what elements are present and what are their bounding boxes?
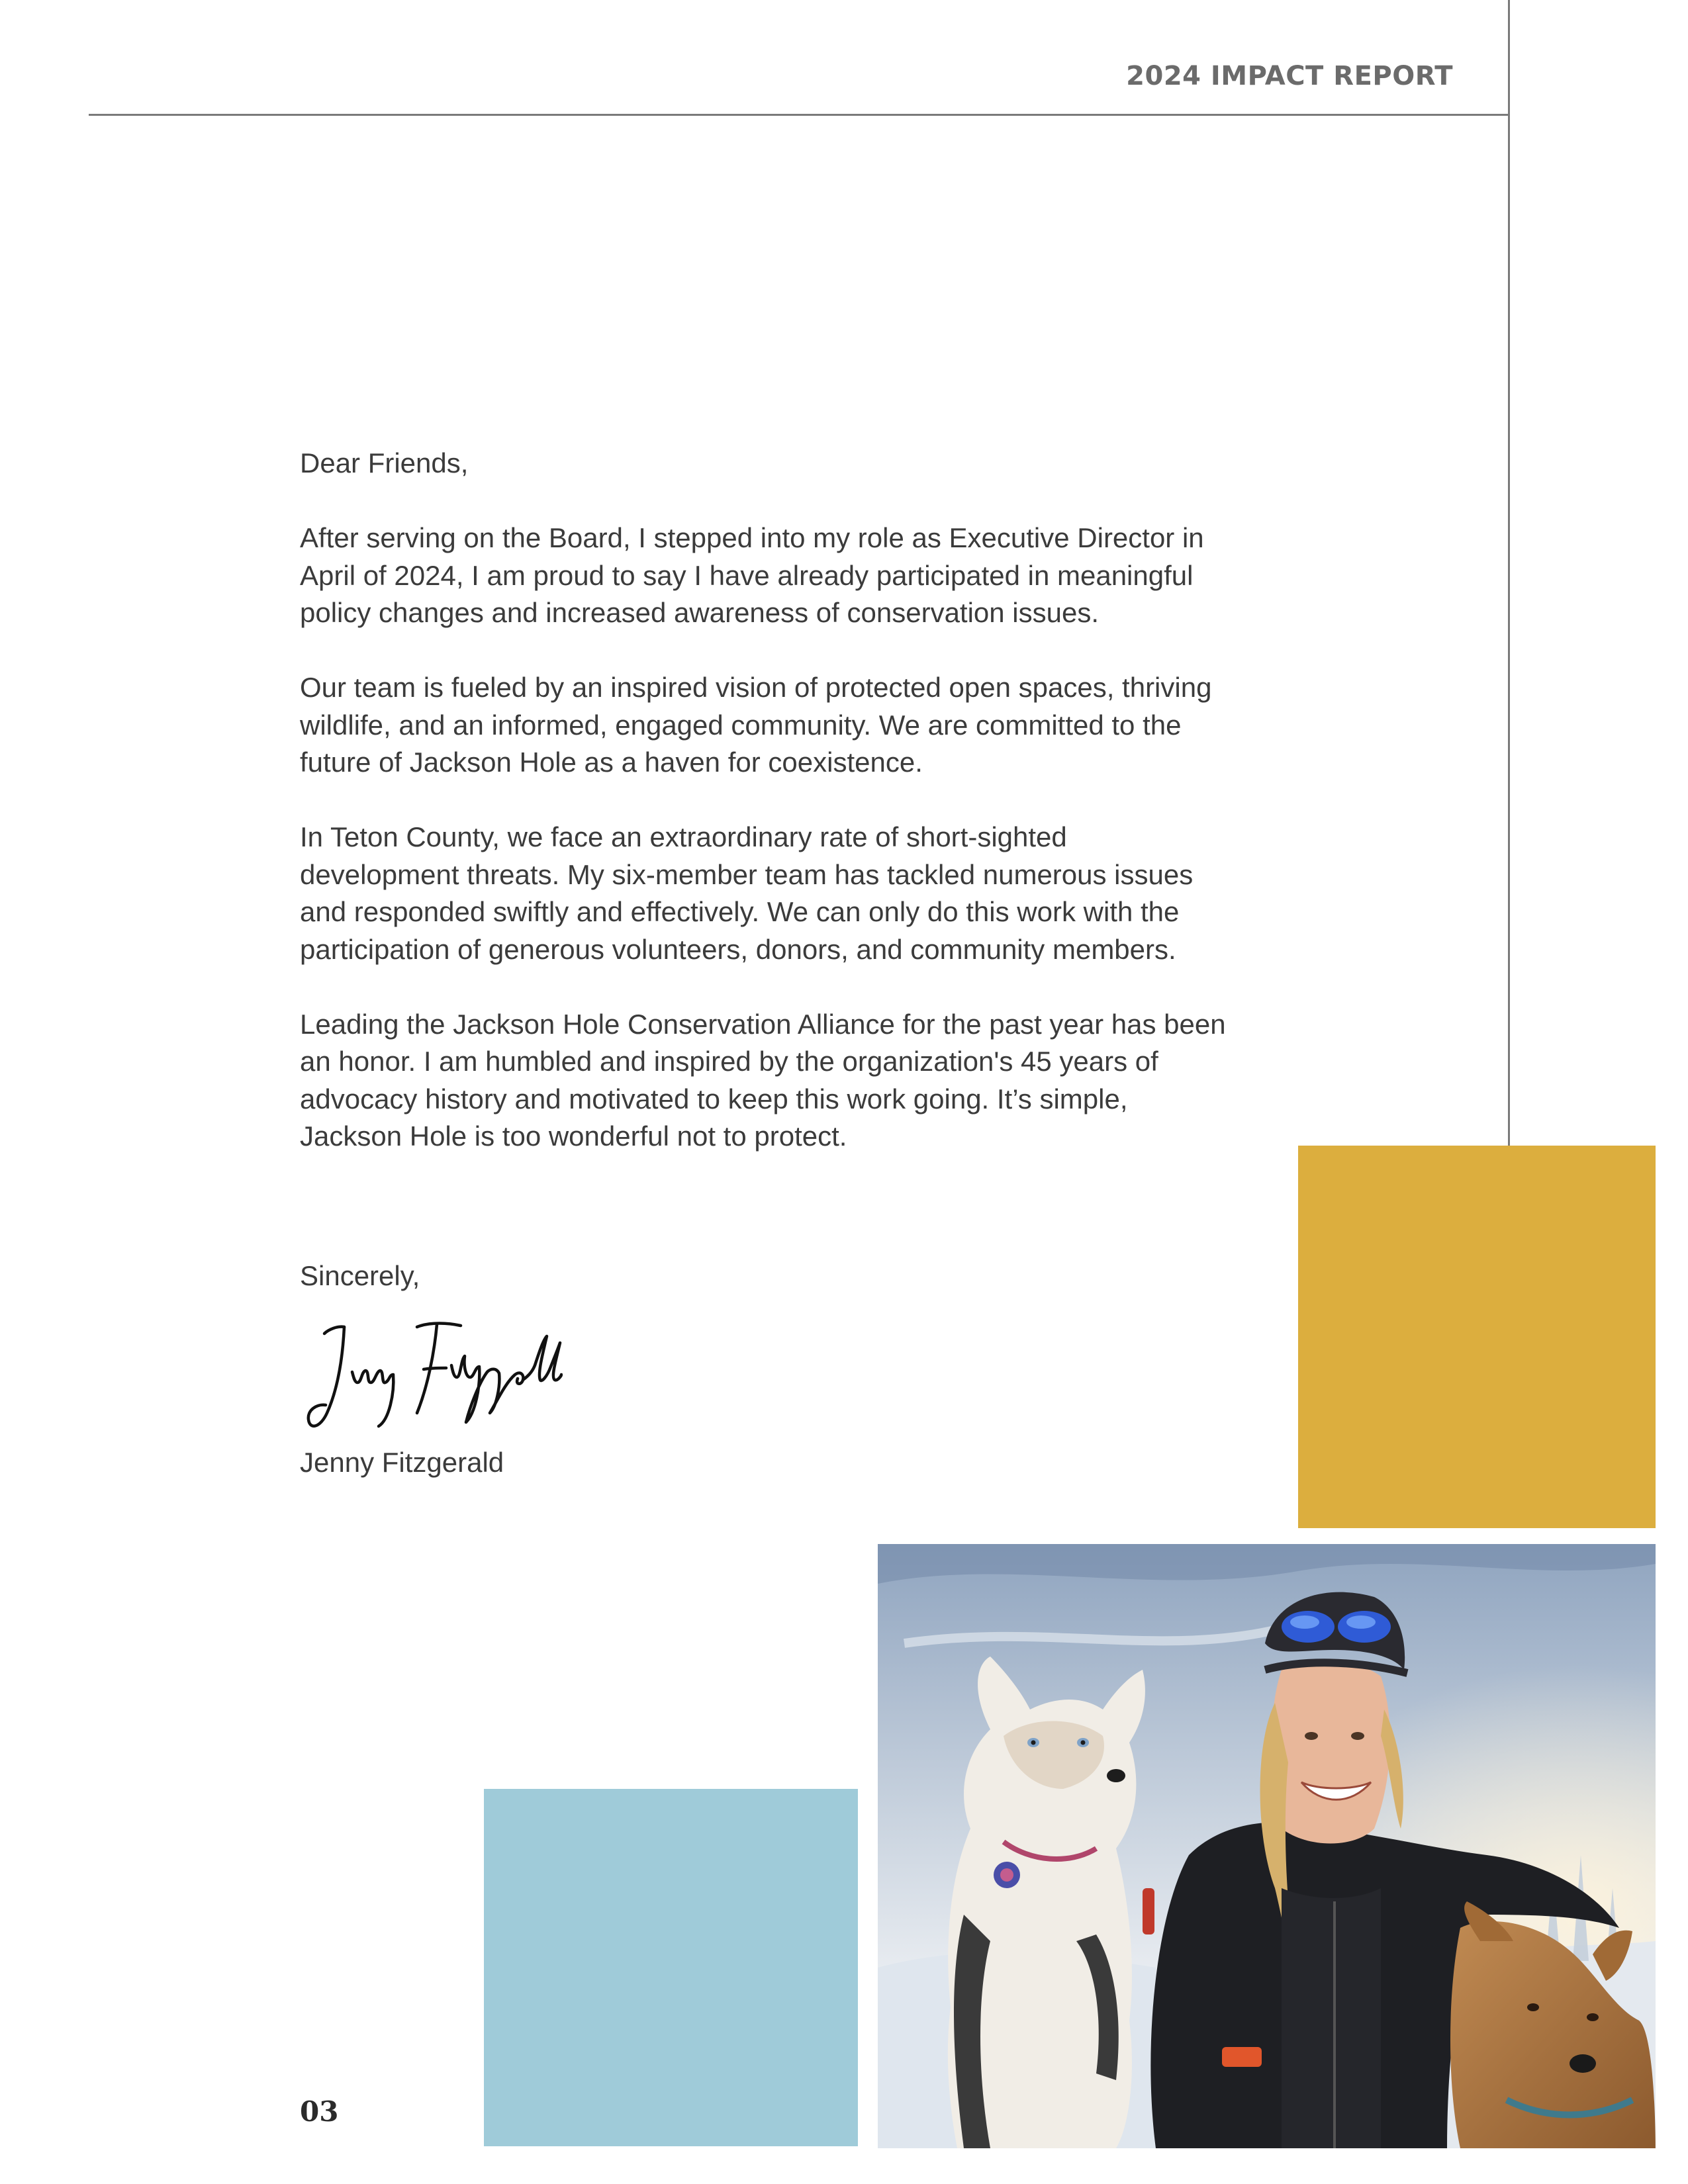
letter-paragraph-1: After serving on the Board, I stepped into my role as Executive Director in April of 2024, I am proud to say I have already participated in meaningful policy changes and increased awareness of conservation issues. bbox=[300, 522, 1204, 628]
letter-paragraph-4: Leading the Jackson Hole Conservation Alliance for the past year has been an honor. I am humbled and inspired by the organization's 45 years of advocacy history and motivated to keep this work going. It’s simple, Jackson Hole is too wonderful not to protect. bbox=[300, 1008, 1226, 1152]
header-rule bbox=[89, 114, 1509, 116]
report-title: 2024 IMPACT REPORT bbox=[1126, 61, 1453, 91]
letter-greeting: Dear Friends, bbox=[300, 447, 469, 478]
signer-name: Jenny Fitzgerald bbox=[300, 1447, 504, 1478]
page-number: 03 bbox=[300, 2095, 339, 2128]
letter-paragraph-3: In Teton County, we face an extraordinary rate of short-sighted development threats. My six-member team has tackled numerous issues and responded swiftly and effectively. We can only do this work with the participation of generous volunteers, donors, and community members. bbox=[300, 821, 1194, 965]
blue-decorative-block bbox=[484, 1789, 858, 2146]
letter-paragraph-2: Our team is fueled by an inspired vision of protected open spaces, thriving wildlife, and an informed, engaged community. We are committed to the future of Jackson Hole as a haven for coexistence. bbox=[300, 672, 1212, 778]
gold-decorative-block bbox=[1298, 1146, 1656, 1528]
letter-closing: Sincerely, bbox=[300, 1260, 420, 1291]
portrait-photo bbox=[878, 1544, 1656, 2148]
margin-rule bbox=[1508, 0, 1510, 1152]
signature bbox=[305, 1314, 563, 1439]
letter-body bbox=[300, 445, 1227, 1193]
